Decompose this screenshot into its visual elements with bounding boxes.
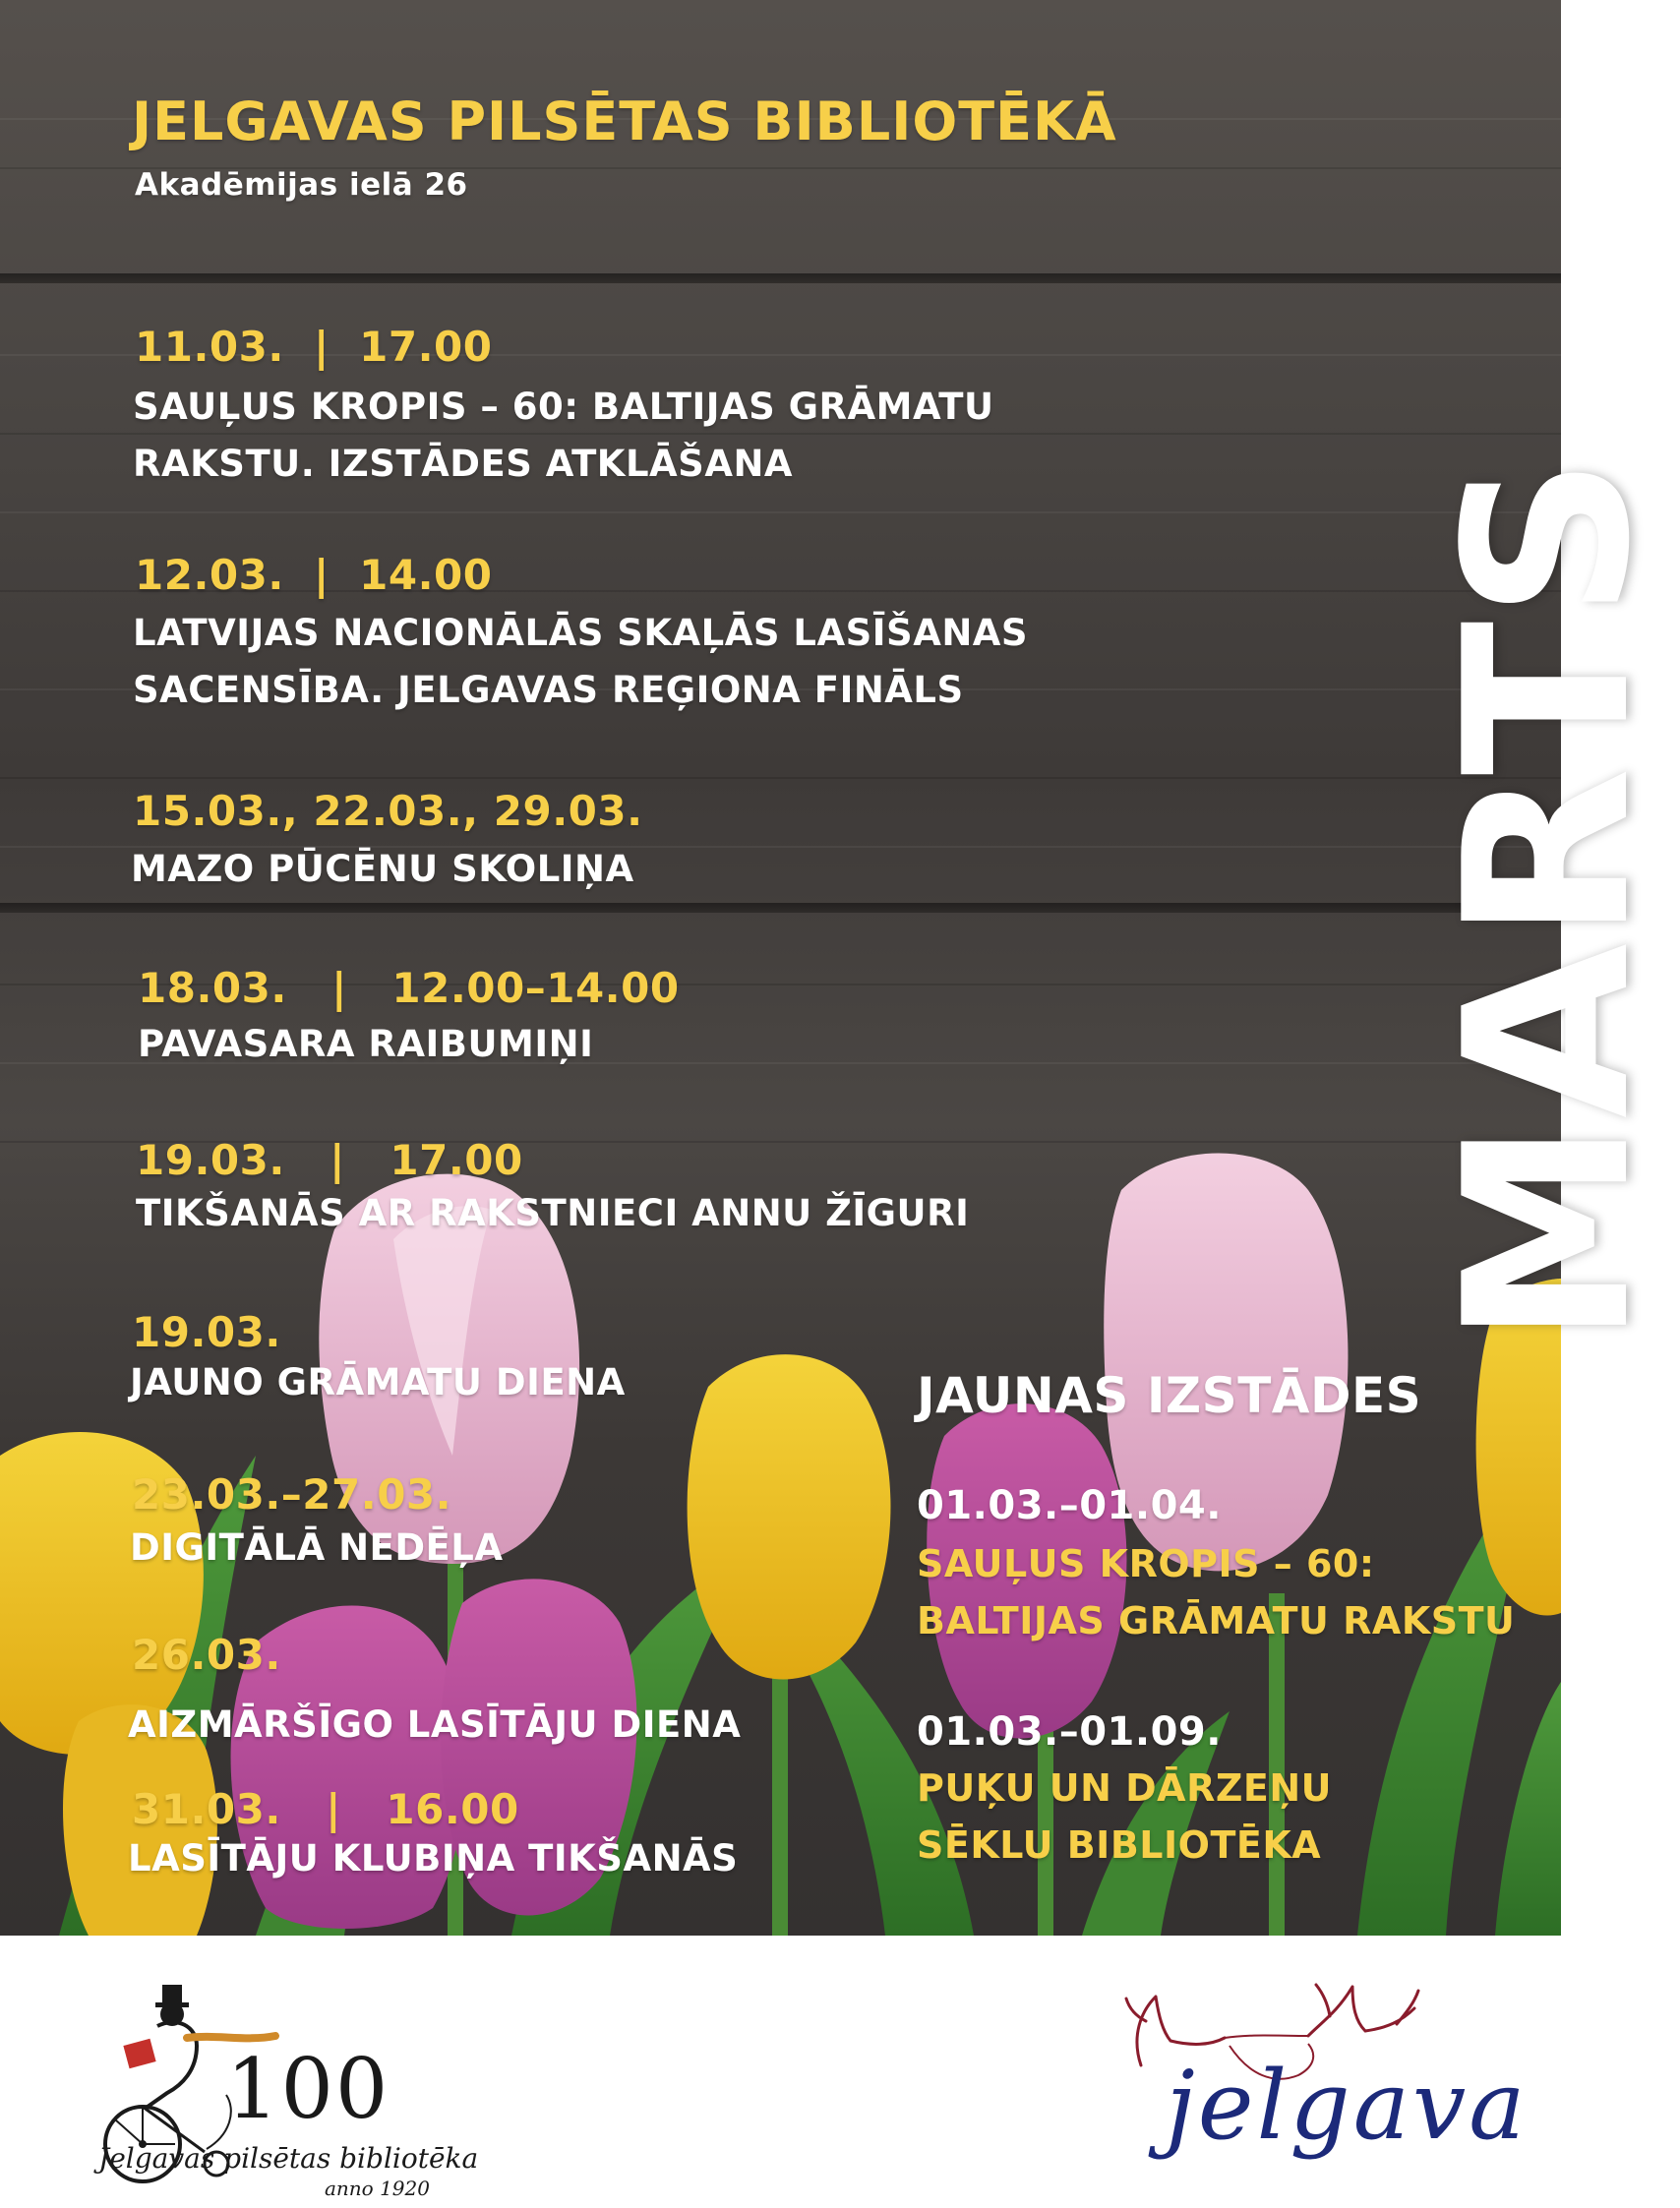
event-title: TIKŠANĀS AR RAKSTNIECI ANNU ŽĪGURI: [136, 1192, 970, 1234]
event-title: LATVIJAS NACIONĀLĀS SKAĻĀS LASĪŠANAS: [133, 612, 1029, 654]
event-date: 19.03. | 17.00: [136, 1136, 523, 1184]
exhibitions-heading: JAUNAS IZSTĀDES: [917, 1367, 1422, 1424]
exhibition-date: 01.03.–01.09.: [917, 1709, 1222, 1755]
event-date: 31.03. | 16.00: [132, 1785, 519, 1833]
library-address: Akadēmijas ielā 26: [135, 167, 468, 203]
month-label: MARTS: [1417, 453, 1680, 1345]
library-centenary-number: 100: [226, 2041, 390, 2137]
exhibition-title: SĒKLU BIBLIOTĒKA: [917, 1823, 1322, 1867]
event-title: DIGITĀLĀ NEDĒĻA: [130, 1526, 504, 1569]
event-date: 23.03.–27.03.: [132, 1470, 452, 1519]
exhibition-title: SAUĻUS KROPIS – 60:: [917, 1542, 1375, 1585]
event-date: 11.03. | 17.00: [135, 323, 493, 371]
event-title: SACENSĪBA. JELGAVAS REĢIONA FINĀLS: [133, 669, 964, 711]
event-title: RAKSTU. IZSTĀDES ATKLĀŠANA: [133, 443, 794, 485]
jelgava-logo-wordmark: jelgava: [1166, 2051, 1529, 2161]
library-title: JELGAVAS PILSĒTAS BIBLIOTĒKĀ: [132, 90, 1117, 152]
library-logo-name: Jelgavas pilsētas bibliotēka: [98, 2142, 479, 2175]
library-logo-anno: anno 1920: [325, 2177, 430, 2200]
event-title: SAUĻUS KROPIS – 60: BALTIJAS GRĀMATU: [133, 386, 994, 428]
event-date: 12.03. | 14.00: [135, 551, 493, 599]
event-date: 19.03.: [132, 1308, 281, 1356]
event-title: MAZO PŪCĒNU SKOLIŅA: [131, 848, 634, 890]
event-title: PAVASARA RAIBUMIŅI: [138, 1023, 594, 1065]
event-title: LASĪTĀJU KLUBIŅA TIKŠANĀS: [128, 1837, 739, 1880]
event-title: AIZMĀRŠĪGO LASĪTĀJU DIENA: [128, 1703, 742, 1746]
exhibition-title: PUĶU UN DĀRZEŅU: [917, 1766, 1333, 1810]
exhibition-title: BALTIJAS GRĀMATU RAKSTU: [917, 1599, 1516, 1642]
event-date: 18.03. | 12.00–14.00: [138, 964, 680, 1012]
event-title: JAUNO GRĀMATU DIENA: [130, 1361, 626, 1403]
event-date: 15.03., 22.03., 29.03.: [133, 787, 643, 835]
exhibition-date: 01.03.–01.04.: [917, 1483, 1222, 1528]
event-date: 26.03.: [132, 1631, 281, 1679]
